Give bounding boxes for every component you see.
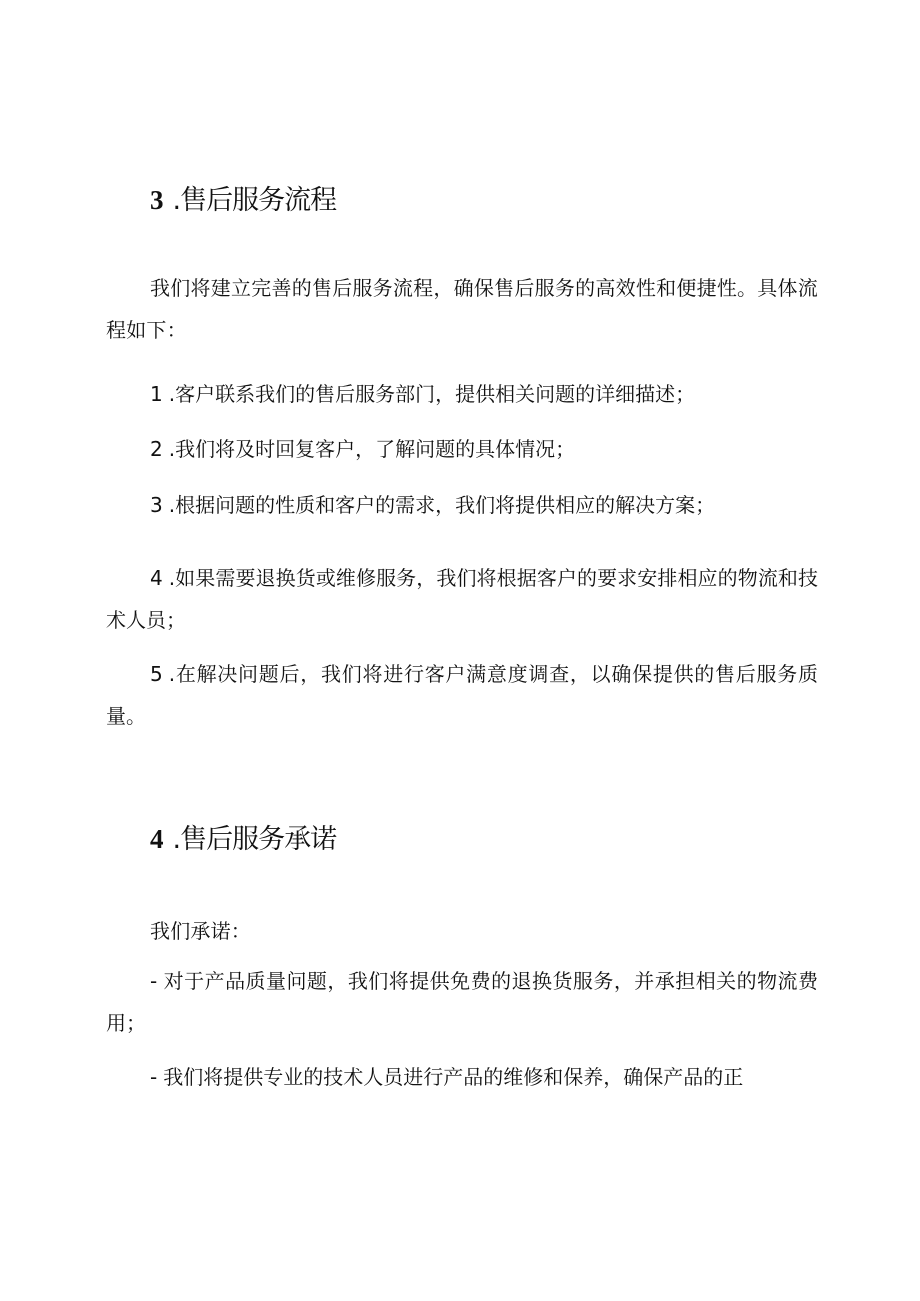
list-marker: 5 (150, 662, 163, 686)
list-marker: 1 (150, 382, 163, 406)
list-item-text: .在解决问题后，我们将进行客户满意度调查，以确保提供的售后服务质量。 (106, 662, 818, 728)
list-item (106, 960, 818, 1044)
list-item-text: .根据问题的性质和客户的需求，我们将提供相应的解决方案； (168, 493, 716, 517)
section-heading-4 (150, 817, 336, 856)
list-item-text: .如果需要退换货或维修服务，我们将根据客户的要求安排相应的物流和技术人员； (106, 566, 818, 632)
list-item (106, 557, 818, 641)
section-4-body (106, 910, 818, 952)
list-item (106, 373, 818, 415)
list-item (106, 1056, 818, 1098)
list-marker: - (150, 1065, 158, 1089)
section-title: .售后服务承诺 (172, 824, 337, 855)
list-marker: 2 (150, 437, 163, 461)
section-title: .售后服务流程 (172, 185, 337, 216)
list-item-text: 对于产品质量问题，我们将提供免费的退换货服务，并承担相关的物流费用； (106, 969, 818, 1035)
list-item (106, 484, 818, 526)
section-3-body (106, 267, 818, 351)
list-marker: 3 (150, 493, 163, 517)
list-item (106, 653, 818, 737)
list-item (106, 428, 818, 470)
section-intro: 我们承诺： (150, 919, 251, 943)
section-intro: 我们将建立完善的售后服务流程，确保售后服务的高效性和便捷性。具体流程如下： (106, 276, 818, 342)
section-heading-3 (150, 178, 336, 217)
list-item-text: .客户联系我们的售后服务部门，提供相关问题的详细描述； (168, 382, 696, 406)
list-marker: - (150, 969, 158, 993)
list-marker: 4 (150, 566, 163, 590)
section-number: 3 (150, 185, 163, 215)
section-number: 4 (150, 824, 163, 854)
list-item-text: .我们将及时回复客户，了解问题的具体情况； (168, 437, 576, 461)
list-item-text: 我们将提供专业的技术人员进行产品的维修和保养，确保产品的正 (163, 1065, 744, 1089)
